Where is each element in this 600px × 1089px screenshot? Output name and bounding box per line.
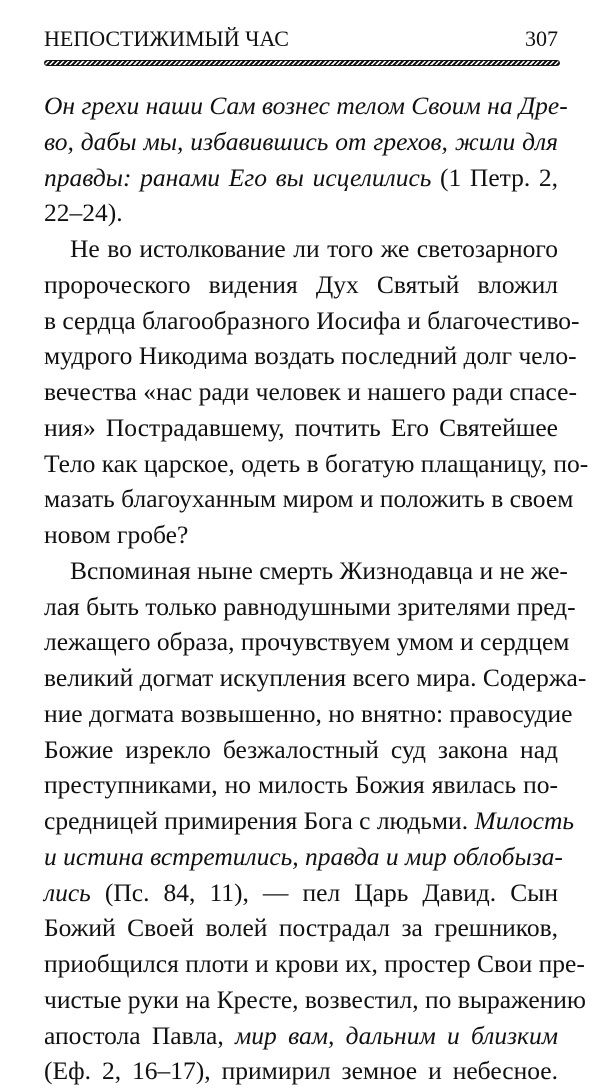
text-line bbox=[44, 160, 558, 196]
text-run: средницей примирения Бога с людьми. bbox=[44, 806, 475, 835]
text-run: (Еф. 2, 16–17), примирил земное и небесное. bbox=[44, 1056, 558, 1086]
italic-quote: во, дабы мы, избавившись от грехов, жили для bbox=[44, 126, 558, 156]
body-text bbox=[44, 88, 589, 1089]
text-run: Не во истолкование ли того же светозарного bbox=[70, 234, 558, 263]
text-line bbox=[44, 624, 570, 660]
running-header bbox=[44, 26, 558, 56]
text-line bbox=[44, 553, 568, 589]
text-line bbox=[44, 875, 558, 911]
text-run: (1 Петр. 2, bbox=[431, 162, 558, 192]
text-run: новом гробе? bbox=[44, 520, 189, 549]
italic-quote: и истина встретились, правда и мир облобыза- bbox=[44, 841, 563, 871]
text-line bbox=[44, 374, 577, 410]
text-line bbox=[44, 982, 586, 1018]
text-line bbox=[44, 803, 574, 839]
text-run: мудрого Никодима воздать последний долг чело- bbox=[44, 341, 577, 371]
text-run: Вспоминая ныне смерть Жизнодавца и не же- bbox=[70, 555, 568, 585]
italic-quote: мир вам, дальним и близким bbox=[235, 1020, 559, 1050]
text-line bbox=[44, 1018, 558, 1054]
text-line bbox=[44, 410, 558, 446]
text-run: пророческого видения Дух Святый вложил bbox=[44, 269, 558, 299]
text-line bbox=[44, 446, 589, 482]
text-run: преступниками, но милость Божия явилась по- bbox=[44, 770, 558, 800]
text-line bbox=[44, 338, 577, 374]
text-run: (Пс. 84, 11), — пел Царь Давид. Сын bbox=[90, 877, 558, 907]
text-line bbox=[44, 696, 573, 732]
text-line bbox=[44, 481, 574, 517]
running-title: НЕПОСТИЖИМЫЙ ЧАС bbox=[44, 26, 289, 51]
text-line bbox=[44, 589, 576, 625]
text-line bbox=[44, 839, 563, 875]
text-line bbox=[44, 910, 558, 946]
text-run: великий догмат искупления всего мира. Содержа- bbox=[44, 663, 587, 692]
text-line bbox=[44, 303, 580, 339]
text-line bbox=[44, 732, 558, 768]
text-run: ния» Пострадавшему, почтить Его Святейшее bbox=[44, 412, 558, 442]
text-line bbox=[44, 195, 558, 231]
text-line bbox=[44, 124, 558, 160]
text-run: в сердца благообразного Иосифа и благочестиво- bbox=[44, 305, 580, 335]
italic-quote: правды: ранами Его вы исцелились bbox=[44, 162, 432, 192]
text-run: апостола Павла, bbox=[44, 1020, 236, 1050]
italic-quote: Милость bbox=[474, 806, 574, 835]
text-run: ние догмата возвышенно, но внятно: правосудие bbox=[44, 698, 573, 728]
italic-quote: лись bbox=[44, 877, 91, 907]
text-run: приобщился плоти и крови их, простер Свои пре- bbox=[44, 949, 585, 978]
text-line bbox=[44, 231, 558, 267]
text-run: Божие изрекло безжалостный суд закона над bbox=[44, 734, 558, 764]
text-run: лежащего образа, прочувствуем умом и сердцем bbox=[44, 627, 570, 657]
text-run: 22–24). bbox=[44, 198, 123, 228]
text-run: Тело как царское, одеть в богатую плащаницу, по- bbox=[44, 448, 589, 478]
ornamental-rule bbox=[44, 60, 560, 66]
page-number: 307 bbox=[525, 26, 558, 51]
text-run: мазать благоуханным миром и положить в своем bbox=[44, 484, 574, 514]
text-run: вечества «нас ради человек и нашего ради спасе- bbox=[44, 377, 577, 406]
text-line bbox=[44, 88, 568, 124]
text-line bbox=[44, 767, 558, 803]
text-line bbox=[44, 660, 587, 696]
text-line bbox=[44, 946, 585, 982]
text-run: чистые руки на Кресте, возвестил, по выражению bbox=[44, 984, 586, 1014]
text-run: лая быть только равнодушными зрителями пред- bbox=[44, 591, 576, 621]
text-line bbox=[44, 267, 558, 303]
text-line bbox=[44, 1053, 558, 1089]
text-run: Божий Своей волей пострадал за грешников, bbox=[44, 913, 558, 943]
italic-quote: Он грехи наши Сам вознес телом Своим на Дре- bbox=[44, 91, 568, 120]
text-line bbox=[44, 517, 558, 553]
